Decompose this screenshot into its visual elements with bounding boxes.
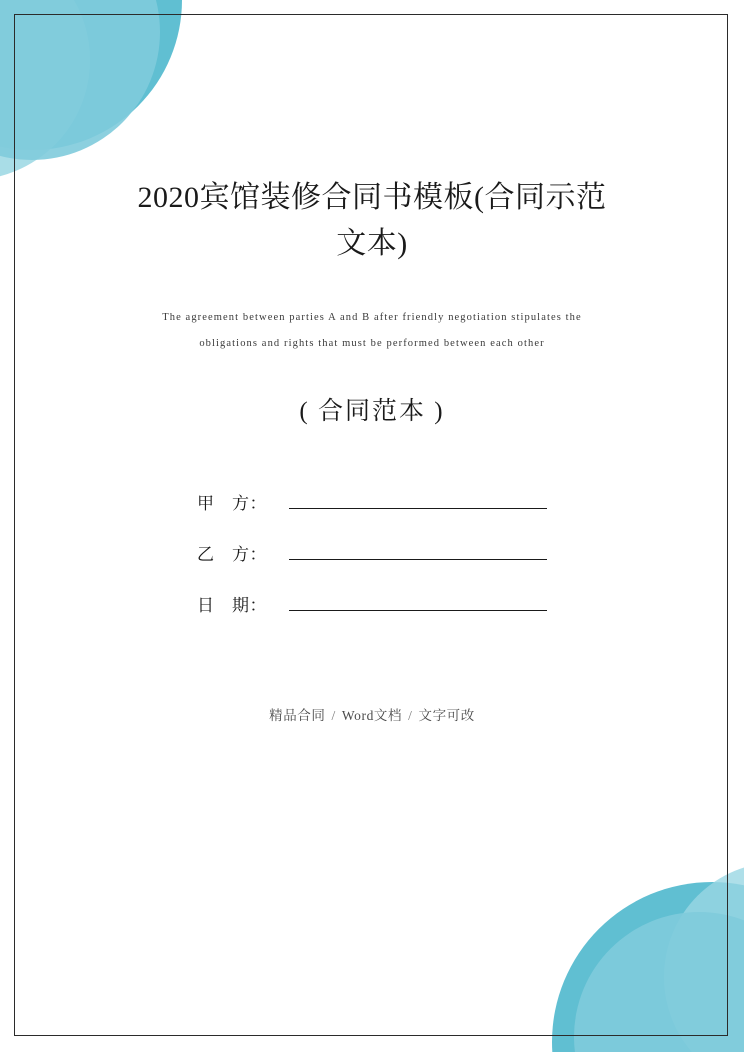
english-subtitle-line2: obligations and rights that must be performed between each other [199, 338, 545, 349]
field-label-date: 日 期： [197, 596, 267, 615]
footer-note [269, 704, 475, 724]
field-line-date[interactable] [289, 593, 547, 611]
field-line-party-a[interactable] [289, 491, 547, 509]
field-row-party-b [197, 540, 547, 565]
field-label-party-b: 乙 方： [197, 545, 267, 564]
field-row-party-a [197, 489, 547, 514]
footer-part-2: Word文档 [341, 708, 403, 723]
page-title: 2020宾馆装修合同书模板(合同示范文本) [137, 181, 607, 260]
signature-fields [197, 489, 547, 616]
footer-part-3: 文字可改 [418, 708, 475, 723]
footer-separator-2: / [408, 708, 413, 723]
field-line-party-b[interactable] [289, 542, 547, 560]
field-label-party-a: 甲 方： [197, 494, 267, 513]
footer-separator-1: / [331, 708, 336, 723]
field-row-date [197, 591, 547, 616]
footer-part-1: 精品合同 [269, 708, 326, 723]
sample-label: ( 合同范本 ) [299, 398, 445, 425]
english-subtitle-line1: The agreement between parties A and B after friendly negotiation stipulates the [162, 312, 582, 323]
english-subtitle [137, 305, 607, 357]
